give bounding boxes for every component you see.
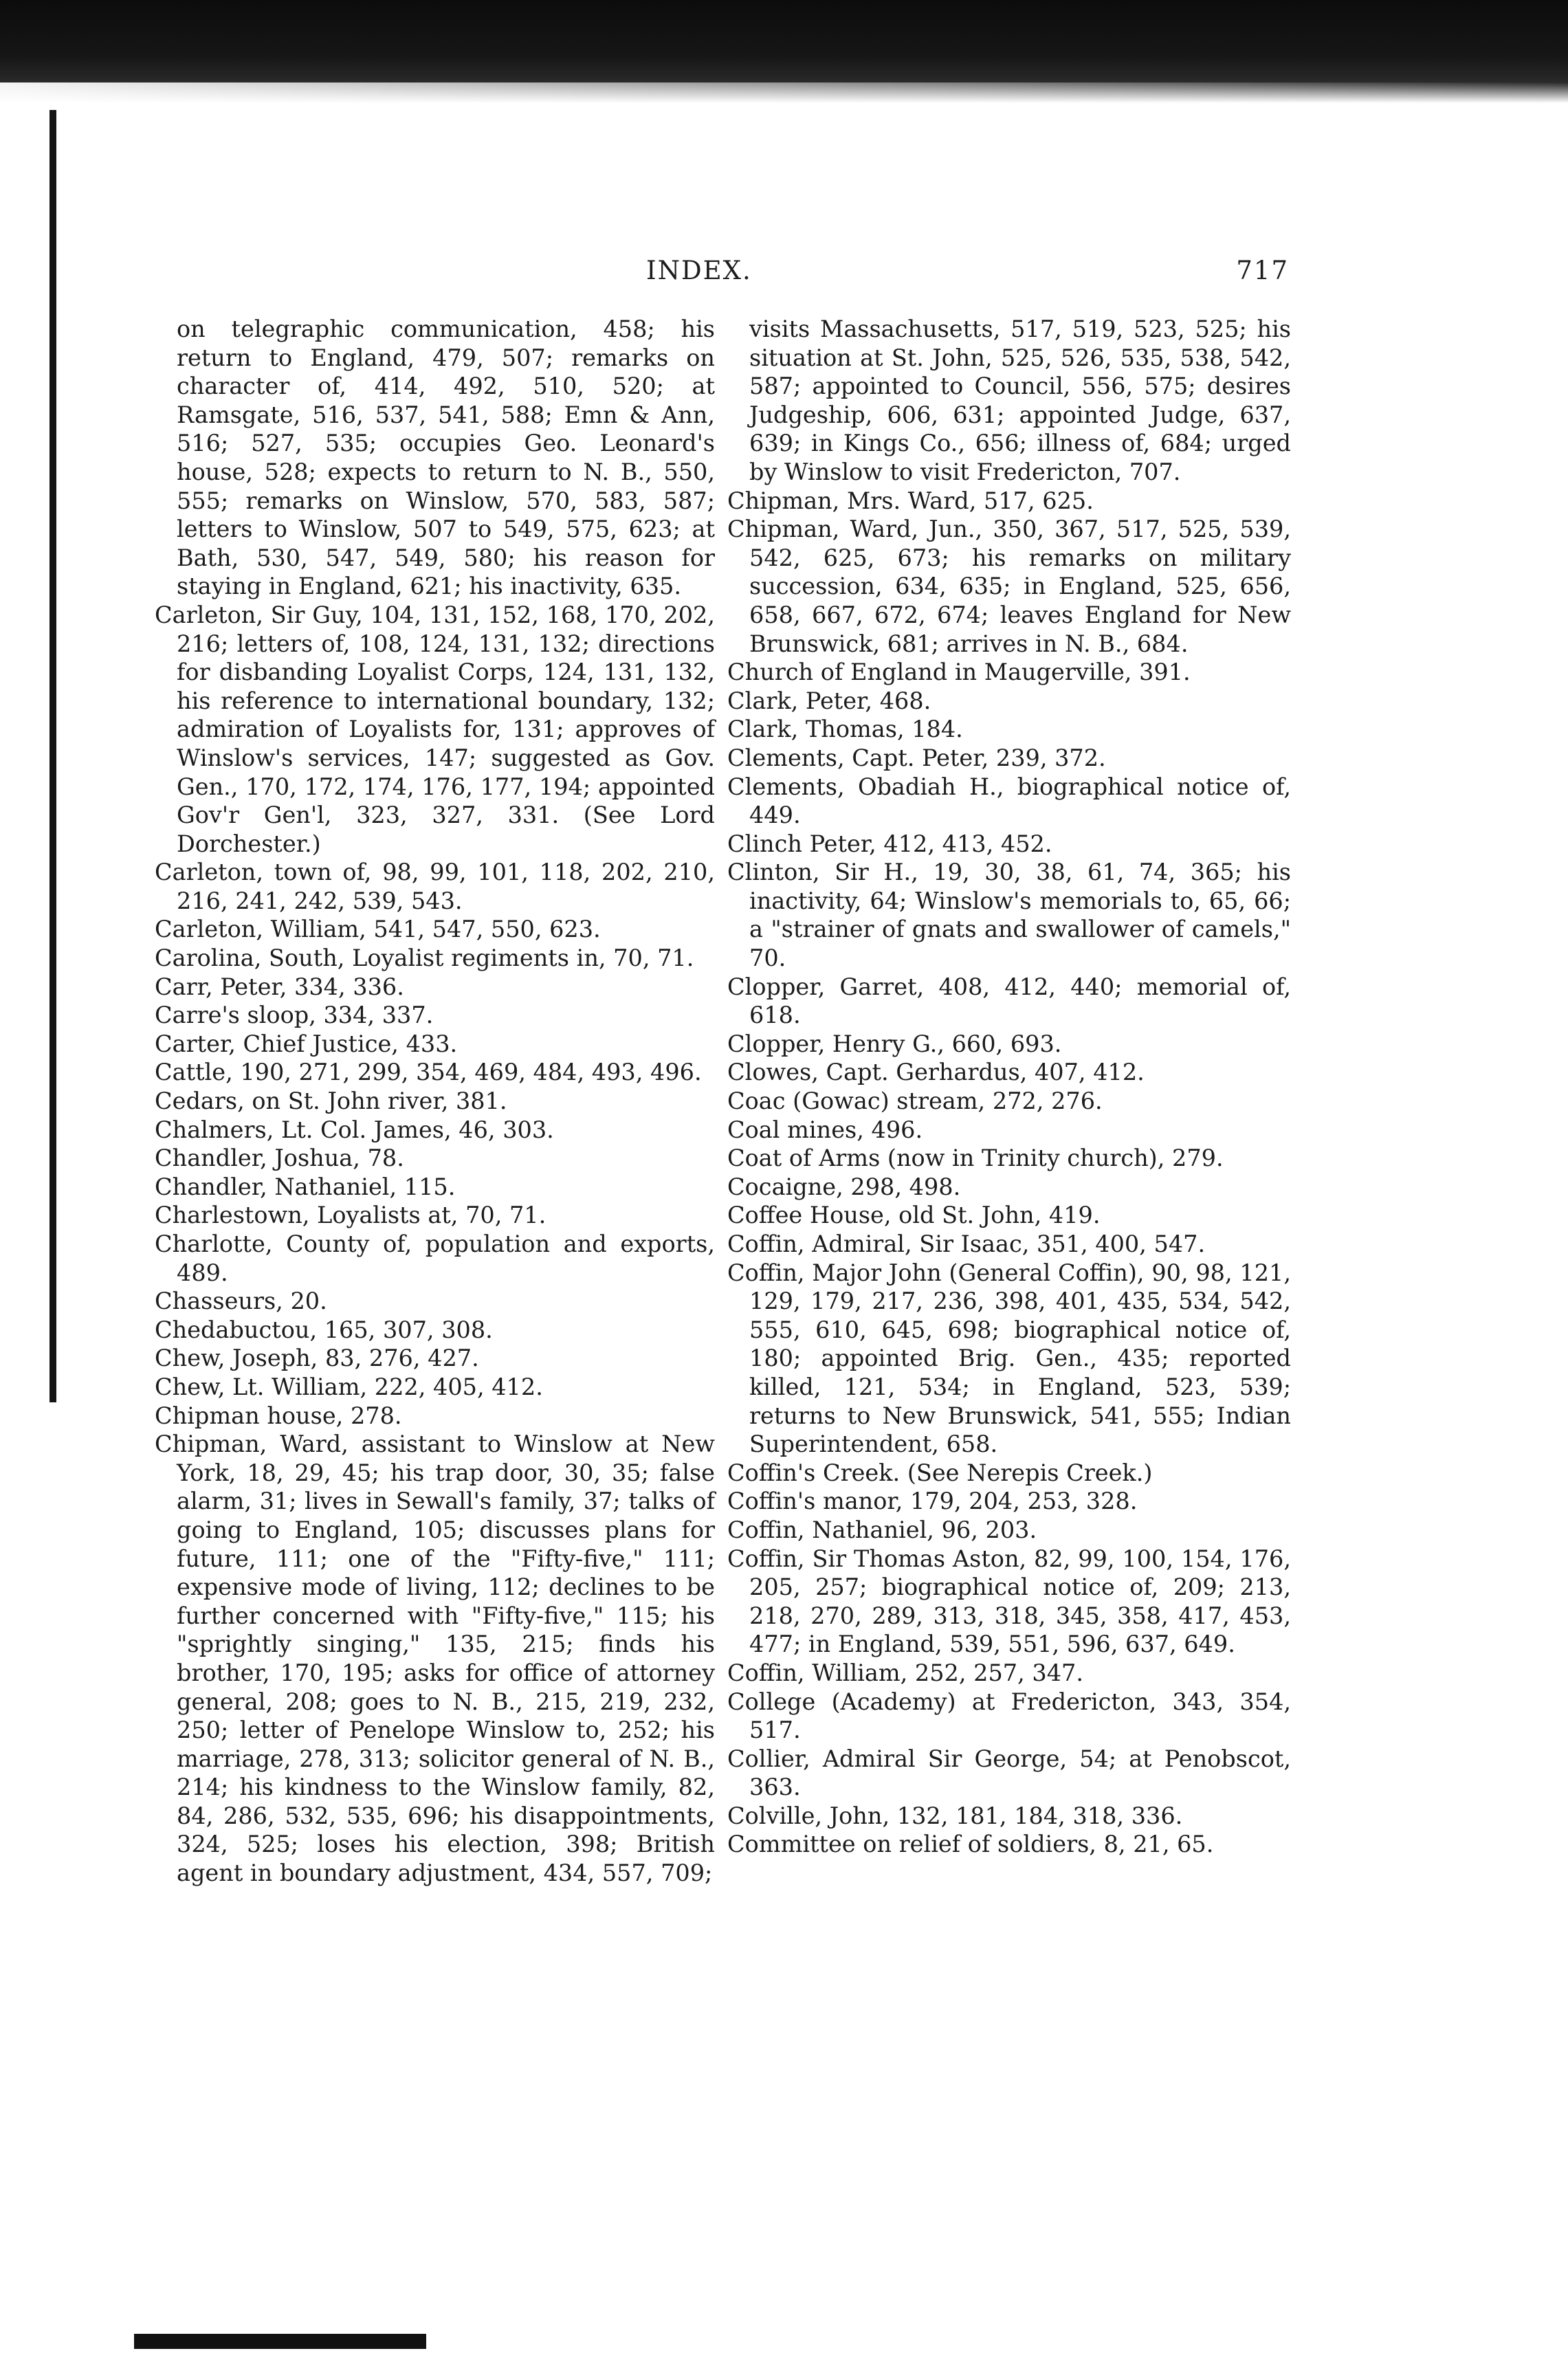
index-entry: Coffin's Creek. (See Nerepis Creek.) <box>727 1459 1153 1486</box>
index-entry: Coffee House, old St. John, 419. <box>727 1202 1101 1229</box>
index-entry: Chipman, Ward, assistant to Winslow at New York, 18, 29, 45; his trap door, 30, 35; false alarm, 31; lives in Sewall's family, 37; talks of going to England, 105; discusses plans for future, 111; one of the "Fifty-five," 111; expensive mode of living, 112; declines to be further concerned with "Fifty-five," 115; his "sprightly singing," 135, 215; finds his brother, 170, 195; asks for office of attorney general, 208; goes to N. B., 215, 219, 232, 250; letter of Penelope Winslow to, 252; his marriage, 278, 313; solicitor general of N. B., 214; his kindness to the Winslow family, 82, 84, 286, 532, 535, 696; his disappointments, 324, 525; loses his election, 398; British agent in boundary adjustment, 434, 557, 709; <box>155 1431 715 1887</box>
index-entry: Colville, John, 132, 181, 184, 318, 336. <box>727 1802 1183 1829</box>
index-entry: Chandler, Nathaniel, 115. <box>155 1173 456 1200</box>
running-header <box>155 256 1289 297</box>
index-entry: Coffin, Major John (General Coffin), 90, 98, 121, 129, 179, 217, 236, 398, 401, 435, 534, 542, 555, 610, 645, 698; biographical notice of, 180; appointed Brig. Gen., 435; reported killed, 121, 534; in England, 523, 539; returns to New Brunswick, 541, 555; Indian Superintendent, 658. <box>727 1259 1291 1458</box>
index-entry: Cocaigne, 298, 498. <box>727 1173 961 1200</box>
index-entry: Coat of Arms (now in Trinity church), 279. <box>727 1145 1224 1172</box>
running-head-title: INDEX. <box>646 256 752 285</box>
index-entry: Chalmers, Lt. Col. James, 46, 303. <box>155 1116 554 1143</box>
index-entry: Clements, Obadiah H., biographical notice of, 449. <box>727 773 1291 829</box>
index-entry: Chew, Joseph, 83, 276, 427. <box>155 1345 479 1372</box>
index-entry: Chedabuctou, 165, 307, 308. <box>155 1316 493 1343</box>
index-entry: Collier, Admiral Sir George, 54; at Penobscot, 363. <box>727 1745 1291 1801</box>
index-column-right <box>727 315 1291 1859</box>
index-entry: Clements, Capt. Peter, 239, 372. <box>727 744 1106 771</box>
index-entry: Clowes, Capt. Gerhardus, 407, 412. <box>727 1059 1145 1086</box>
index-entry: Chipman, Ward, Jun., 350, 367, 517, 525, 539, 542, 625, 673; his remarks on military succession, 634, 635; in England, 525, 656, 658, 667, 672, 674; leaves England for New Brunswick, 681; arrives in N. B., 684. <box>727 516 1291 657</box>
index-entry: Carleton, town of, 98, 99, 101, 118, 202, 210, 216, 241, 242, 539, 543. <box>155 859 715 914</box>
index-entry: Carolina, South, Loyalist regiments in, 70, 71. <box>155 945 694 972</box>
index-entry: Carleton, William, 541, 547, 550, 623. <box>155 916 601 943</box>
index-entry: Carre's sloop, 334, 337. <box>155 1002 434 1029</box>
index-entry: Clark, Peter, 468. <box>727 687 931 714</box>
index-entry: Coal mines, 496. <box>727 1116 923 1143</box>
index-entry: College (Academy) at Fredericton, 343, 354, 517. <box>727 1688 1291 1744</box>
index-entry: Chasseurs, 20. <box>155 1288 327 1315</box>
index-entry: Charlestown, Loyalists at, 70, 71. <box>155 1202 546 1229</box>
index-entry: Chew, Lt. William, 222, 405, 412. <box>155 1373 543 1400</box>
index-entry: Coffin, Nathaniel, 96, 203. <box>727 1516 1037 1543</box>
index-entry: Coffin, Sir Thomas Aston, 82, 99, 100, 154, 176, 205, 257; biographical notice of, 209; 213, 218, 270, 289, 313, 318, 345, 358, 417, 453, 477; in England, 539, 551, 596, 637, 649. <box>727 1545 1291 1658</box>
index-entry: Coac (Gowac) stream, 272, 276. <box>727 1088 1103 1115</box>
index-entry: Church of England in Maugerville, 391. <box>727 659 1191 686</box>
index-entry: Coffin's manor, 179, 204, 253, 328. <box>727 1488 1138 1515</box>
scan-border-left <box>49 110 56 1402</box>
index-entry: Carter, Chief Justice, 433. <box>155 1030 458 1057</box>
index-entry: Chipman, Mrs. Ward, 517, 625. <box>727 487 1094 514</box>
index-entry: Clinch Peter, 412, 413, 452. <box>727 830 1052 857</box>
index-entry: Clopper, Garret, 408, 412, 440; memorial of, 618. <box>727 973 1291 1029</box>
index-column-left <box>155 315 715 1888</box>
index-entry: Chandler, Joshua, 78. <box>155 1145 404 1172</box>
index-entry: Clark, Thomas, 184. <box>727 716 963 743</box>
index-entry: Clinton, Sir H., 19, 30, 38, 61, 74, 365; his inactivity, 64; Winslow's memorials to, 65, 66; a "strainer of gnats and swallower of camels," 70. <box>727 859 1291 972</box>
index-entry: on telegraphic communication, 458; his return to England, 479, 507; remarks on character of, 414, 492, 510, 520; at Ramsgate, 516, 537, 541, 588; Emn & Ann, 516; 527, 535; occupies Geo. Leonard's house, 528; expects to return to N. B., 550, 555; remarks on Winslow, 570, 583, 587; letters to Winslow, 507 to 549, 575, 623; at Bath, 530, 547, 549, 580; his reason for staying in England, 621; his inactivity, 635. <box>177 316 715 600</box>
page-number: 717 <box>1236 256 1289 285</box>
index-entry: Coffin, William, 252, 257, 347. <box>727 1659 1083 1686</box>
index-entry: Coffin, Admiral, Sir Isaac, 351, 400, 547. <box>727 1230 1206 1257</box>
scan-mark-bottom <box>134 2334 426 2349</box>
index-entry: Carleton, Sir Guy, 104, 131, 152, 168, 170, 202, 216; letters of, 108, 124, 131, 132; directions for disbanding Loyalist Corps, 124, 131, 132, his reference to international boundary, 132; admiration of Loyalists for, 131; approves of Winslow's services, 147; suggested as Gov. Gen., 170, 172, 174, 176, 177, 194; appointed Gov'r Gen'l, 323, 327, 331. (See Lord Dorchester.) <box>155 601 715 857</box>
scan-border-top-fade <box>0 82 1568 124</box>
index-entry: Cattle, 190, 271, 299, 354, 469, 484, 493, 496. <box>155 1059 702 1086</box>
index-entry: Carr, Peter, 334, 336. <box>155 973 404 1000</box>
index-entry: Cedars, on St. John river, 381. <box>155 1088 507 1115</box>
index-entry: Committee on relief of soldiers, 8, 21, 65. <box>727 1831 1214 1858</box>
index-entry: Charlotte, County of, population and exports, 489. <box>155 1230 715 1286</box>
index-entry: visits Massachusetts, 517, 519, 523, 525; his situation at St. John, 525, 526, 535, 538, 542, 587; appointed to Council, 556, 575; desires Judgeship, 606, 631; appointed Judge, 637, 639; in Kings Co., 656; illness of, 684; urged by Winslow to visit Fredericton, 707. <box>749 316 1291 485</box>
index-entry: Clopper, Henry G., 660, 693. <box>727 1030 1062 1057</box>
index-entry: Chipman house, 278. <box>155 1402 402 1429</box>
